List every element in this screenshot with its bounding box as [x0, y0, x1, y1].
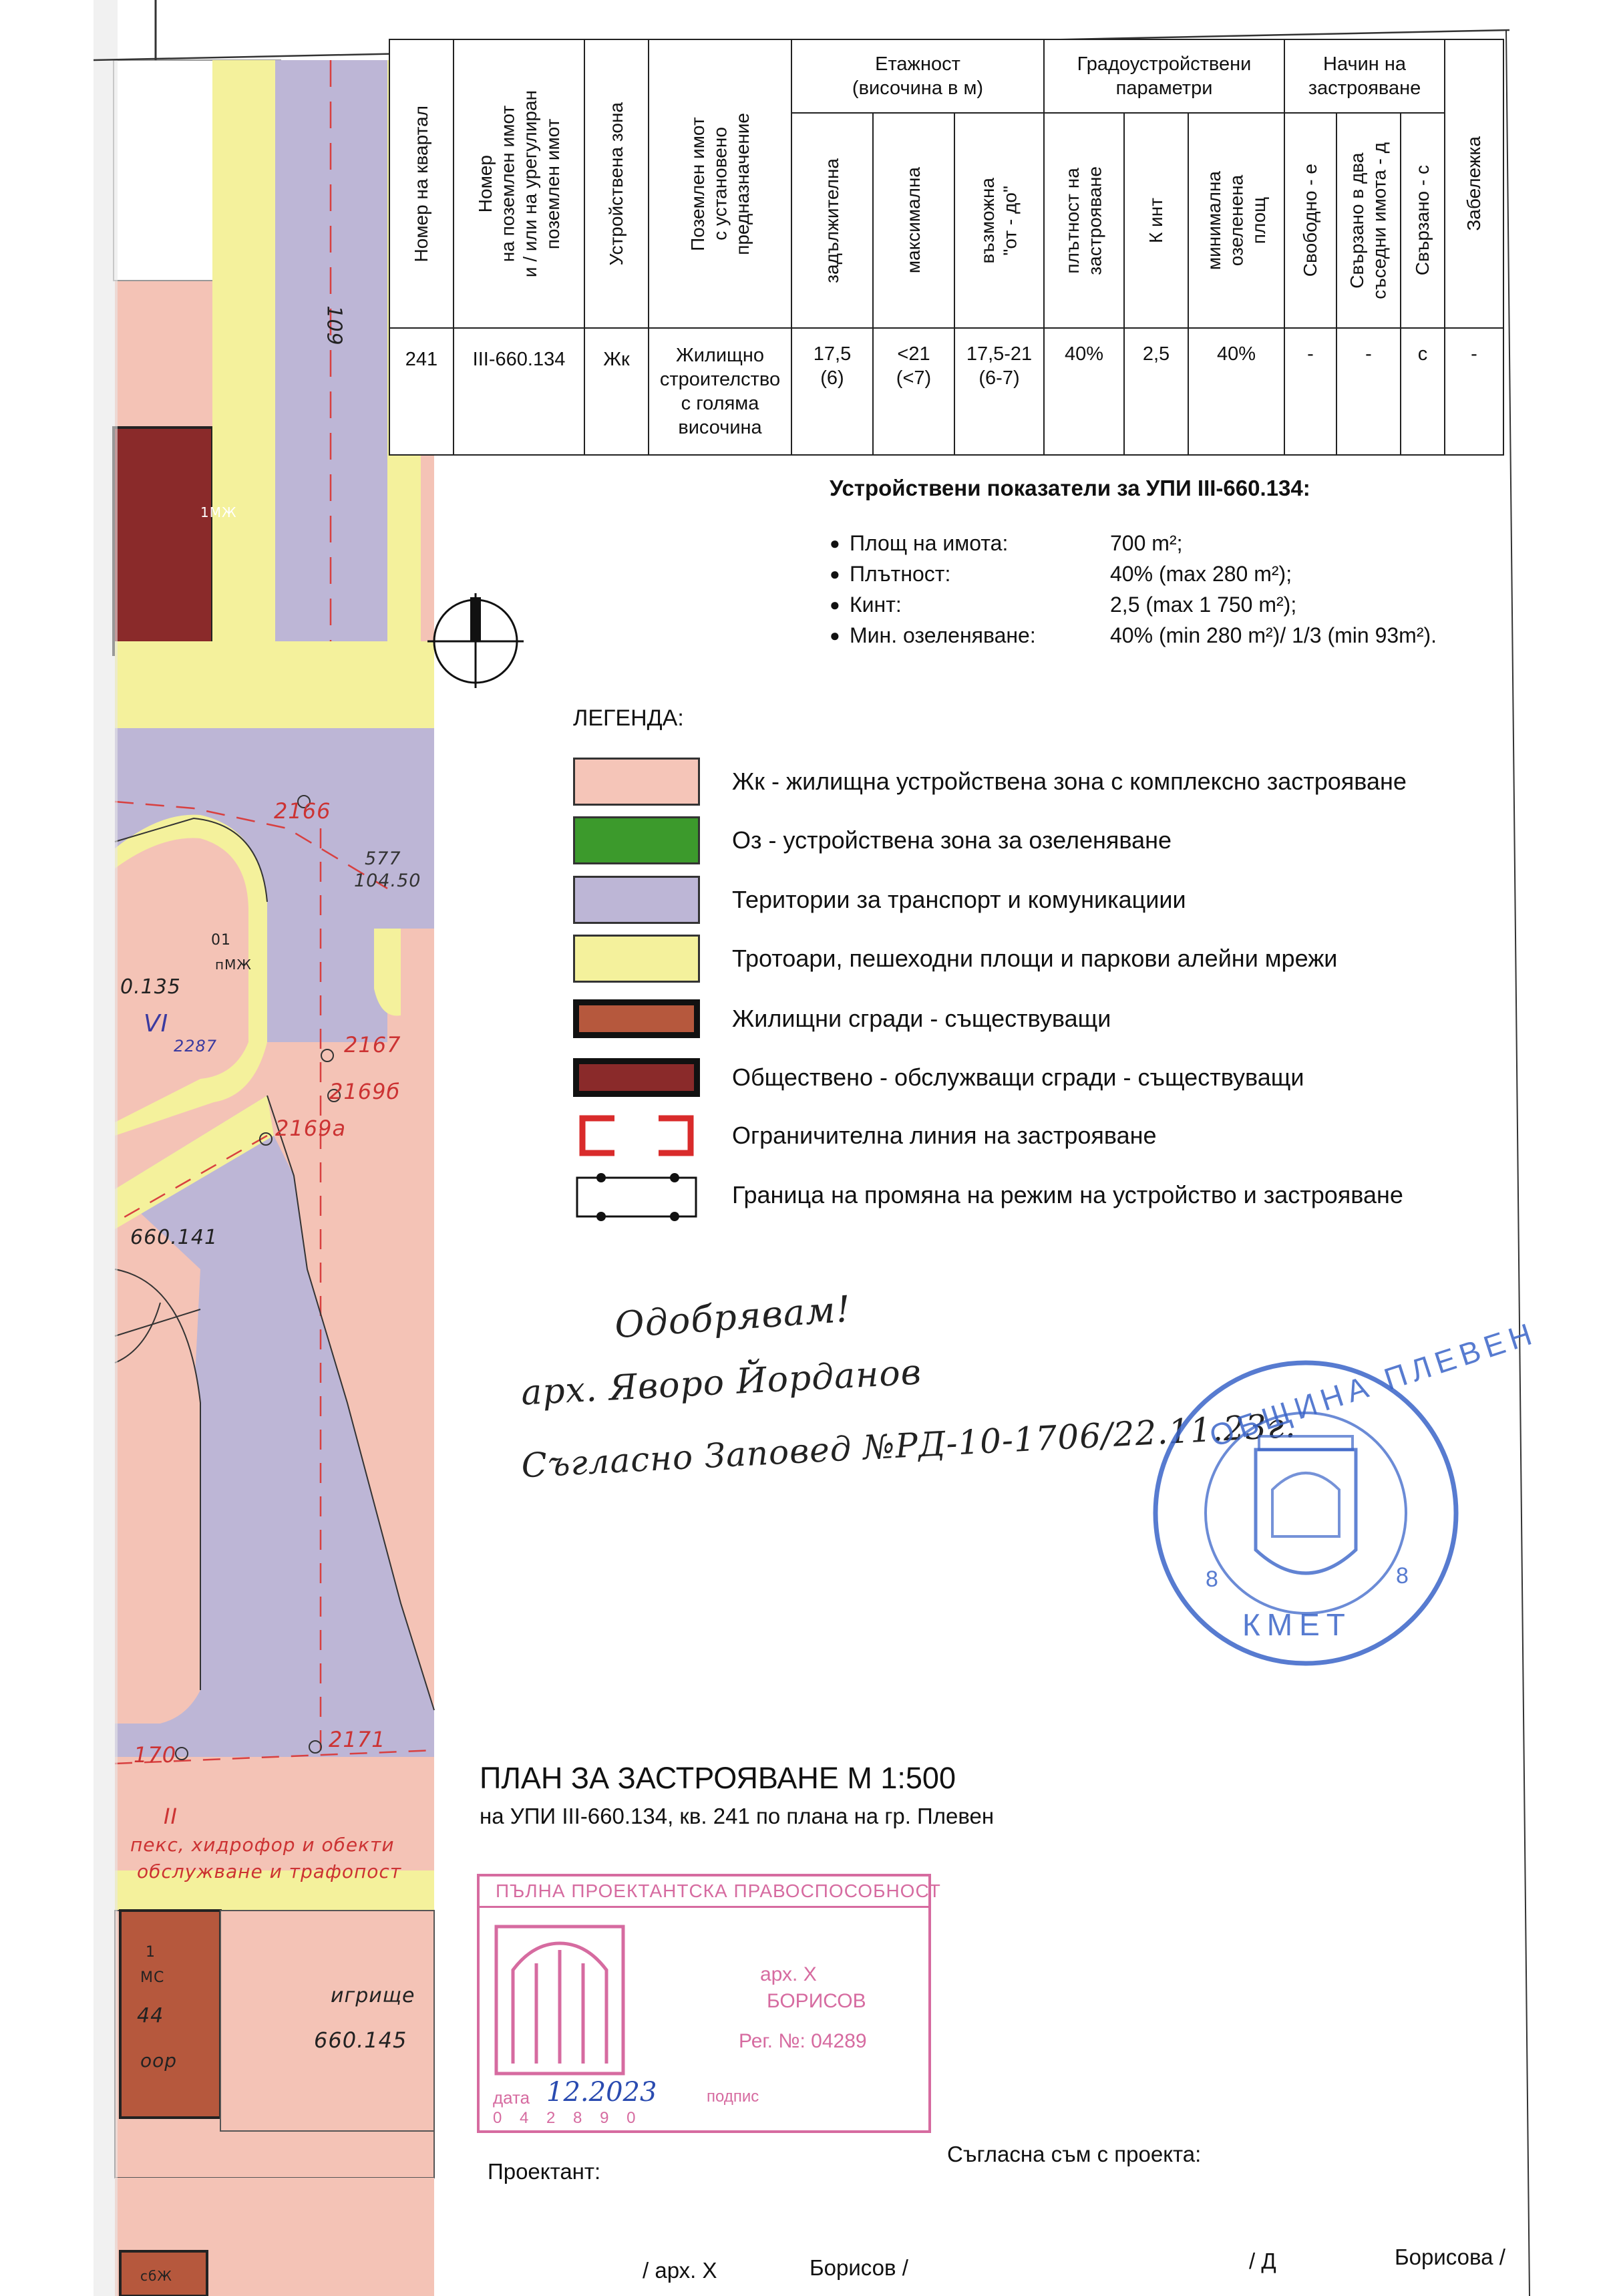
indicators-title: Устройствени показатели за УПИ III-660.134: — [830, 476, 1310, 500]
table-cell: с — [1417, 343, 1428, 365]
boundary-line-icon — [573, 1171, 700, 1224]
seal-number: 8 — [1396, 1563, 1409, 1589]
col-header: максимална — [903, 167, 924, 274]
group-header-params: Градоустройствени параметри — [1077, 53, 1252, 99]
public-building — [114, 428, 212, 655]
legend-swatch — [573, 999, 700, 1038]
building-type: 1МЖ — [200, 504, 237, 520]
approver-name: арх. Яворо Йорданов — [520, 1352, 923, 1414]
table-cell: <21 (<7) — [896, 343, 932, 389]
block-label: VI — [144, 1010, 169, 1037]
seal-bottom-text: КМЕТ — [1242, 1607, 1352, 1642]
table-cell: 40% — [1216, 343, 1256, 365]
point-label: 2169б — [329, 1079, 401, 1104]
table-cell: 40% — [1064, 343, 1104, 365]
stamp-reg: Рег. №: 04289 — [739, 2030, 867, 2052]
point-label: 2166 — [274, 798, 331, 824]
legend-swatch — [573, 1112, 700, 1160]
restriction-line-icon — [573, 1112, 700, 1160]
designer-stamp — [477, 1874, 941, 2133]
table-cell: Жилищно строителство с голяма височина — [659, 344, 781, 439]
seal-number: 8 — [1206, 1567, 1218, 1592]
building-type: МС — [140, 1969, 165, 1986]
municipality-seal — [1142, 1315, 1541, 1677]
owner-signature-right: Борисова / — [1395, 2245, 1505, 2269]
lot-label: игрище — [331, 1984, 415, 2007]
stamp-digits: 0 4 2 8 9 0 — [493, 2109, 643, 2127]
point-label: 170 — [134, 1742, 177, 1768]
building-label: оор — [140, 2049, 178, 2072]
col-header: задължителна — [822, 158, 843, 283]
owner-signature-left: / Д — [1249, 2249, 1276, 2273]
stamp-header: ПЪЛНА ПРОЕКТАНТСКА ПРАВОСПОСОБНОСТ — [496, 1880, 941, 1901]
legend-item: Територии за транспорт и комуникациии — [573, 870, 1508, 930]
table-cell: 241 — [405, 349, 438, 370]
legend-swatch — [573, 935, 700, 983]
col-header: Свързано - с — [1412, 165, 1433, 276]
street-label: 109 — [322, 305, 346, 346]
lot-label: 660.145 — [314, 2027, 407, 2053]
building-number: 1 — [146, 1944, 156, 1961]
table-cell: 17,5 (6) — [813, 343, 852, 389]
legend-swatch — [573, 1171, 700, 1219]
development-indicators — [830, 476, 1578, 651]
stamp-signature-label: подпис — [707, 2088, 759, 2106]
stamp-date-label: дата — [493, 2088, 530, 2108]
col-header: Номер на квартал — [411, 105, 432, 263]
point-label: 2169а — [275, 1116, 347, 1141]
legend-item: Жилищни сгради - съществуващи — [573, 989, 1508, 1049]
seal-ring-text: ОБЩИНА ПЛЕВЕН — [1205, 1315, 1541, 1454]
table-cell: - — [1307, 343, 1314, 365]
point-label: 2171 — [329, 1727, 386, 1752]
indicators-table — [389, 39, 1504, 456]
point-label: 2167 — [344, 1032, 401, 1057]
table-cell: III-660.134 — [472, 349, 566, 370]
group-header-method: Начин на застрояване — [1308, 53, 1421, 99]
legend-item: Тротоари, пешеходни площи и паркови алейни мрежи — [573, 929, 1508, 989]
order-reference: Съгласно Заповед №РД-10-1706/22.11.23г. — [520, 1406, 1297, 1486]
stamp-logo-icon — [493, 1923, 627, 2077]
building-number: 01 — [211, 932, 231, 949]
legend-item: Оз - устройствена зона за озеленяване — [573, 810, 1508, 870]
legend-swatch — [573, 816, 700, 864]
list-item: ● Мин. озеленяване: 40% (min 280 m²)/ 1/3 (min 93m²). — [830, 623, 1437, 647]
legend-swatch — [573, 876, 700, 924]
col-header: Устройствена зона — [606, 102, 627, 266]
elevation-label: 104.50 — [354, 870, 421, 891]
legend-item: Обществено - обслужващи сгради - съществуващи — [573, 1047, 1508, 1108]
plan-title: ПЛАН ЗА ЗАСТРОЯВАНЕ М 1:500 — [480, 1761, 956, 1795]
col-header: Забележка — [1463, 136, 1485, 231]
col-header: възможна "от - до" — [977, 177, 1021, 264]
lot-label: 660.141 — [130, 1226, 218, 1249]
designer-signature-right: Борисов / — [810, 2255, 908, 2280]
point-label: 577 — [365, 848, 401, 869]
list-item: ● Плътност: 40% (max 280 m²); — [830, 561, 1292, 586]
north-arrow-icon — [427, 593, 524, 688]
block-label: II — [164, 1804, 178, 1829]
designer-signature-left: / арх. Х — [643, 2258, 717, 2283]
table-cell: Жк — [603, 349, 630, 370]
col-header: Свързано в два съседни имота - д — [1347, 142, 1391, 299]
col-header: Поземлен имот с установено предназначение — [687, 112, 753, 255]
col-header: К инт — [1145, 197, 1167, 244]
legend-swatch — [573, 1058, 700, 1097]
stamp-date: 12.2023 — [546, 2077, 657, 2108]
legend-item: Граница на промяна на режим на устройство и застрояване — [573, 1165, 1508, 1225]
approval-note: Одобрявам! — [613, 1287, 853, 1347]
stamp-surname: БОРИСОВ — [767, 1990, 866, 2012]
legend-title: ЛЕГЕНДА: — [573, 705, 684, 731]
list-item: ● Кинт: 2,5 (max 1 750 m²); — [830, 592, 1297, 617]
group-header-floors: Етажност (височина в м) — [852, 53, 984, 99]
table-cell: - — [1365, 343, 1372, 365]
plan-subtitle: на УПИ III-660.134, кв. 241 по плана на гр. Плевен — [480, 1804, 995, 1828]
building-type: пМЖ — [215, 957, 252, 973]
building-type: сбЖ — [140, 2268, 172, 2284]
table-cell: 2,5 — [1142, 343, 1170, 365]
table-cell: - — [1471, 343, 1477, 365]
col-header: Свободно - е — [1300, 164, 1321, 277]
legend-swatch — [573, 758, 700, 806]
col-header: минимална озеленена площ — [1203, 170, 1269, 271]
designer-label: Проектант: — [488, 2159, 601, 2184]
col-header: Номер на поземлен имот и / или на урегулиран поземлен имот — [474, 90, 563, 278]
table-cell: 17,5-21 (6-7) — [966, 343, 1033, 389]
zone-note: обслужване и трафопост — [137, 1860, 402, 1882]
stamp-name: арх. Х — [760, 1963, 817, 1985]
table-row — [389, 328, 1503, 455]
legend-item: Ограничителна линия на застрояване — [573, 1106, 1508, 1166]
legend-item: Жк - жилищна устройствена зона с комплексно застрояване — [573, 752, 1508, 812]
lot-label: 0.135 — [120, 975, 181, 999]
agreement-label: Съгласна съм с проекта: — [947, 2142, 1202, 2166]
list-item: ● Площ на имота: 700 m²; — [830, 530, 1183, 555]
building-number: 44 — [137, 2004, 164, 2027]
block-number: 2287 — [174, 1037, 218, 1055]
residential-building — [120, 1911, 220, 2118]
zone-note: пекс, хидрофор и обекти — [130, 1834, 395, 1856]
col-header: плътност на застрояване — [1062, 166, 1106, 275]
